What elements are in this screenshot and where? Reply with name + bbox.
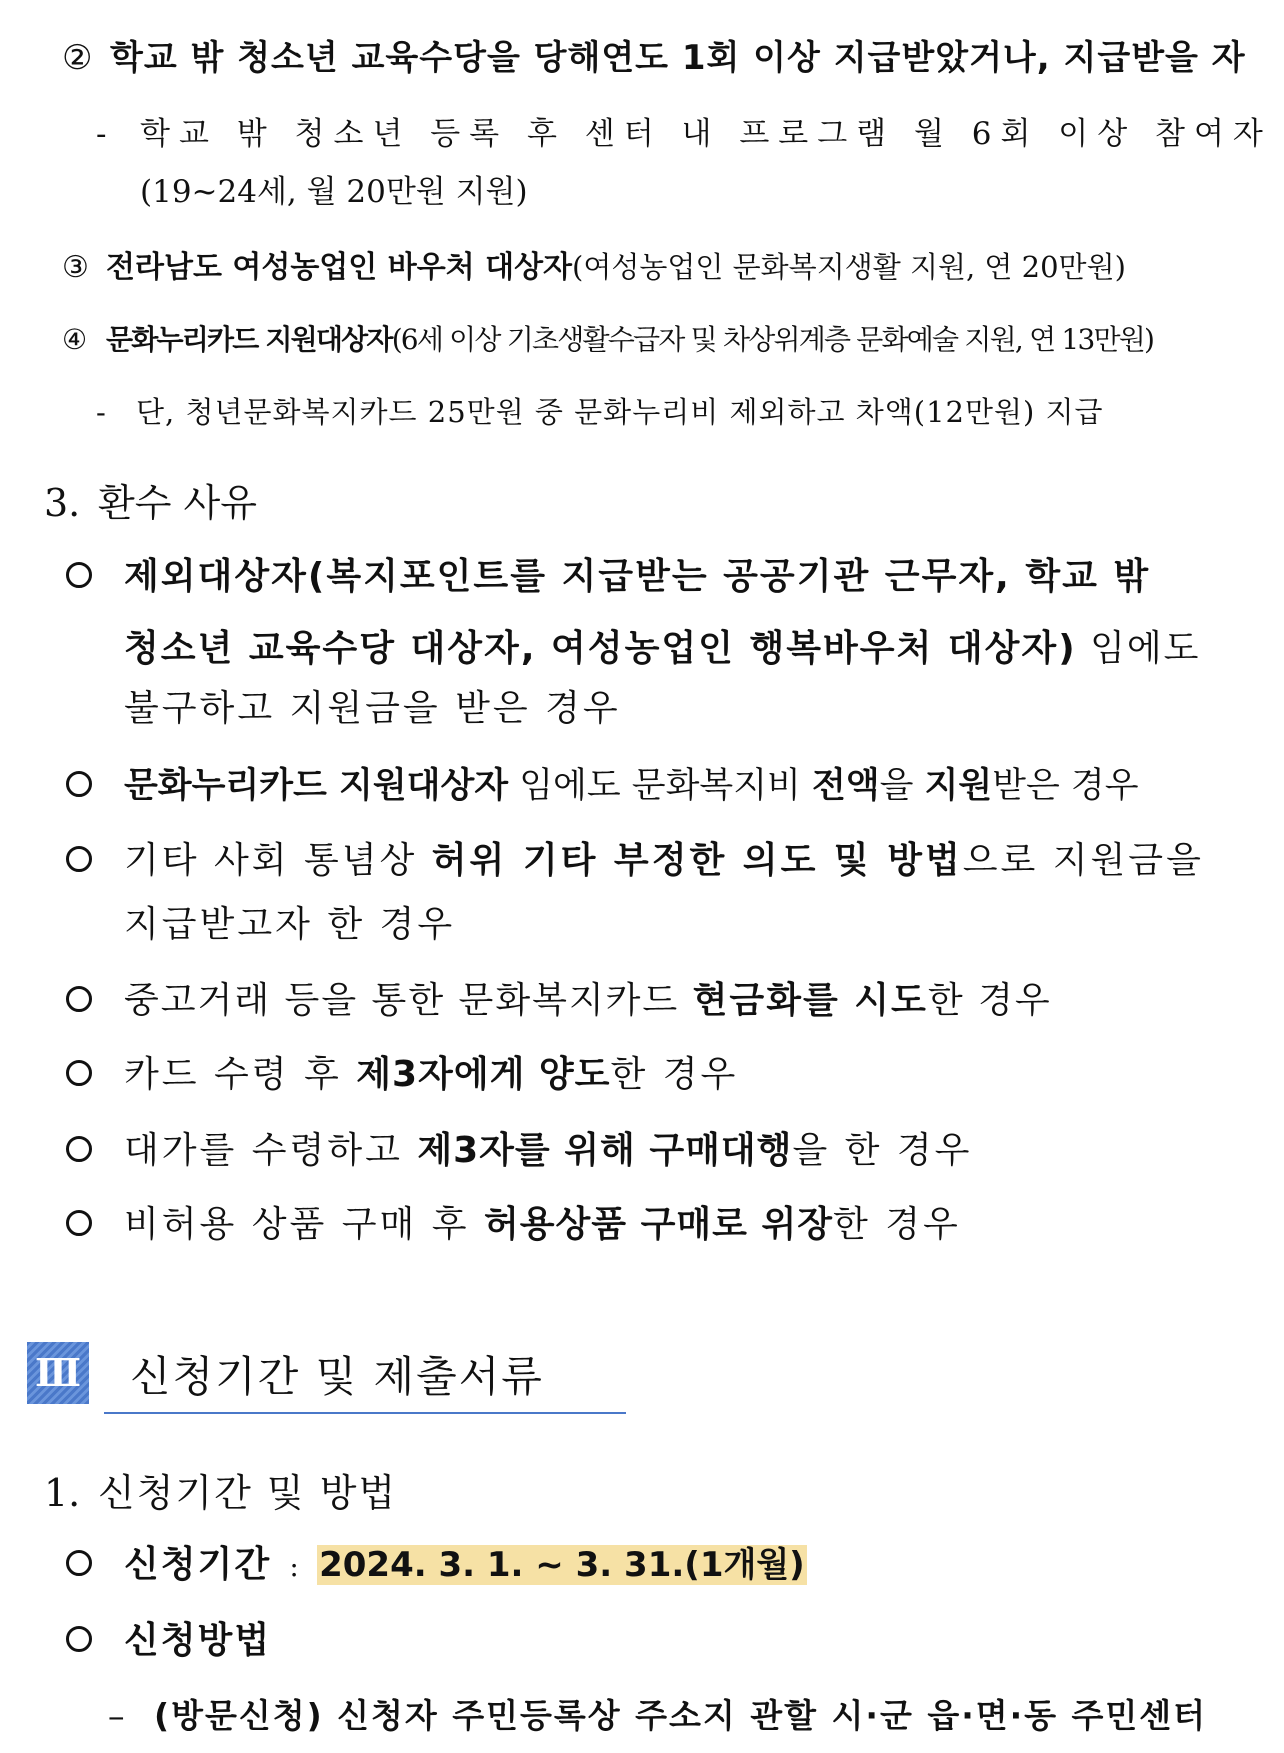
refund-item-text: 받은 경우	[992, 766, 1139, 806]
refund-item-text: 한 경우	[833, 1204, 961, 1245]
refund-item	[66, 1196, 961, 1247]
dash-marker: –	[108, 1696, 125, 1735]
sub-item-text: 학교 밖 청소년 등록 후 센터 내 프로그램 월 6회 이상 참여자	[140, 116, 1272, 152]
period-label: 신청기간	[124, 1544, 272, 1585]
refund-item-bold: 전액	[811, 766, 880, 806]
refund-item-continuation: 지급받고자 한 경우	[124, 904, 456, 945]
list-item-4	[62, 318, 1153, 358]
refund-item-text: 한 경우	[927, 980, 1052, 1021]
section-badge: Ⅲ	[27, 1342, 89, 1404]
dash-marker: -	[96, 116, 116, 152]
list-item-rest: (여성농업인 문화복지생활 지원, 연 20만원)	[572, 250, 1126, 284]
circle-bullet-icon	[66, 771, 92, 797]
refund-item-continuation: 불구하고 지원금을 받은 경우	[124, 688, 621, 729]
apply-heading	[44, 1462, 397, 1517]
refund-item-bold: 제3자를 위해 구매대행	[417, 1130, 793, 1171]
refund-heading	[44, 472, 257, 527]
refund-item-continuation	[124, 620, 1200, 671]
refund-item-bold: 허용상품 구매로 위장	[483, 1204, 834, 1245]
circle-bullet-icon	[66, 1060, 92, 1086]
apply-period-row	[66, 1536, 807, 1587]
heading-title: 신청기간 및 방법	[98, 1471, 398, 1515]
period-value: 2024. 3. 1. ~ 3. 31.(1개월)	[319, 1545, 805, 1585]
refund-item	[66, 832, 1204, 883]
refund-item-bold: 문화누리카드 지원대상자	[124, 766, 509, 806]
list-item-text: 학교 밖 청소년 교육수당을 당해연도 1회 이상 지급받았거나, 지급받을 자	[110, 38, 1246, 78]
refund-item-text: 임에도 문화복지비	[508, 766, 812, 806]
dash-marker: -	[96, 395, 107, 429]
list-marker: ④	[62, 323, 88, 356]
refund-item	[66, 1046, 738, 1097]
heading-number: 1.	[44, 1471, 81, 1515]
list-item-bold: 문화누리카드 지원대상자	[106, 323, 392, 356]
refund-item	[66, 972, 1052, 1023]
method-text: (방문신청) 신청자 주민등록상 주소지 관할 시·군 읍·면·동 주민센터	[154, 1696, 1208, 1735]
refund-item	[66, 758, 1139, 808]
refund-item	[66, 1122, 972, 1173]
refund-item-text: 카드 수령 후	[124, 1054, 357, 1095]
heading-title: 환수 사유	[98, 481, 257, 525]
refund-item-text: 을 한 경우	[792, 1130, 973, 1171]
circle-bullet-icon	[66, 1136, 92, 1162]
refund-item-text: 임에도	[1076, 628, 1201, 669]
refund-item-bold: 제외대상자(복지포인트를 지급받는 공공기관 근무자, 학교 밖	[124, 556, 1151, 597]
refund-item-text: 중고거래 등을 통한 문화복지카드	[124, 980, 693, 1021]
sub-item-text: 단, 청년문화복지카드 25만원 중 문화누리비 제외하고 차액(12만원) 지급	[136, 395, 1104, 429]
method-label: 신청방법	[124, 1620, 272, 1661]
refund-item-bold: 현금화를 시도	[692, 980, 928, 1021]
refund-item-text: 한 경우	[610, 1054, 739, 1095]
circle-bullet-icon	[66, 562, 92, 588]
list-item-3	[62, 242, 1126, 286]
refund-item-bold: 청소년 교육수당 대상자, 여성농업인 행복바우처 대상자)	[124, 628, 1077, 669]
apply-method-detail	[108, 1690, 1207, 1737]
sub-item	[96, 108, 1272, 153]
sub-item	[96, 390, 1104, 431]
refund-item-text: 비허용 상품 구매 후	[124, 1204, 484, 1245]
refund-item-bold: 제3자에게 양도	[356, 1054, 611, 1095]
refund-item-text: 을	[879, 766, 925, 806]
circle-bullet-icon	[66, 1210, 92, 1236]
list-marker: ②	[62, 38, 93, 78]
circle-bullet-icon	[66, 846, 92, 872]
circle-bullet-icon	[66, 986, 92, 1012]
section-title: 신청기간 및 제출서류	[130, 1352, 544, 1401]
refund-item-text: 기타 사회 통념상	[124, 840, 432, 881]
refund-item	[66, 548, 1150, 599]
list-item-rest: (6세 이상 기초생활수급자 및 차상위계층 문화예술 지원, 연 13만원)	[391, 323, 1154, 356]
list-item-2	[62, 30, 1246, 79]
apply-method-row	[66, 1612, 271, 1663]
circle-bullet-icon	[66, 1626, 92, 1652]
section-underline	[104, 1412, 626, 1414]
refund-item-text: 대가를 수령하고	[124, 1130, 418, 1171]
list-marker: ③	[62, 250, 89, 285]
period-colon: :	[289, 1550, 299, 1583]
circle-bullet-icon	[66, 1550, 92, 1576]
heading-number: 3.	[44, 481, 81, 525]
sub-item-continuation: (19~24세, 월 20만원 지원)	[140, 174, 528, 210]
refund-item-bold: 지원	[924, 766, 993, 806]
list-item-bold: 전라남도 여성농업인 바우처 대상자	[106, 250, 573, 285]
refund-item-bold: 허위 기타 부정한 의도 및 방법	[431, 840, 963, 881]
refund-item-text: 으로 지원금을	[962, 840, 1204, 881]
